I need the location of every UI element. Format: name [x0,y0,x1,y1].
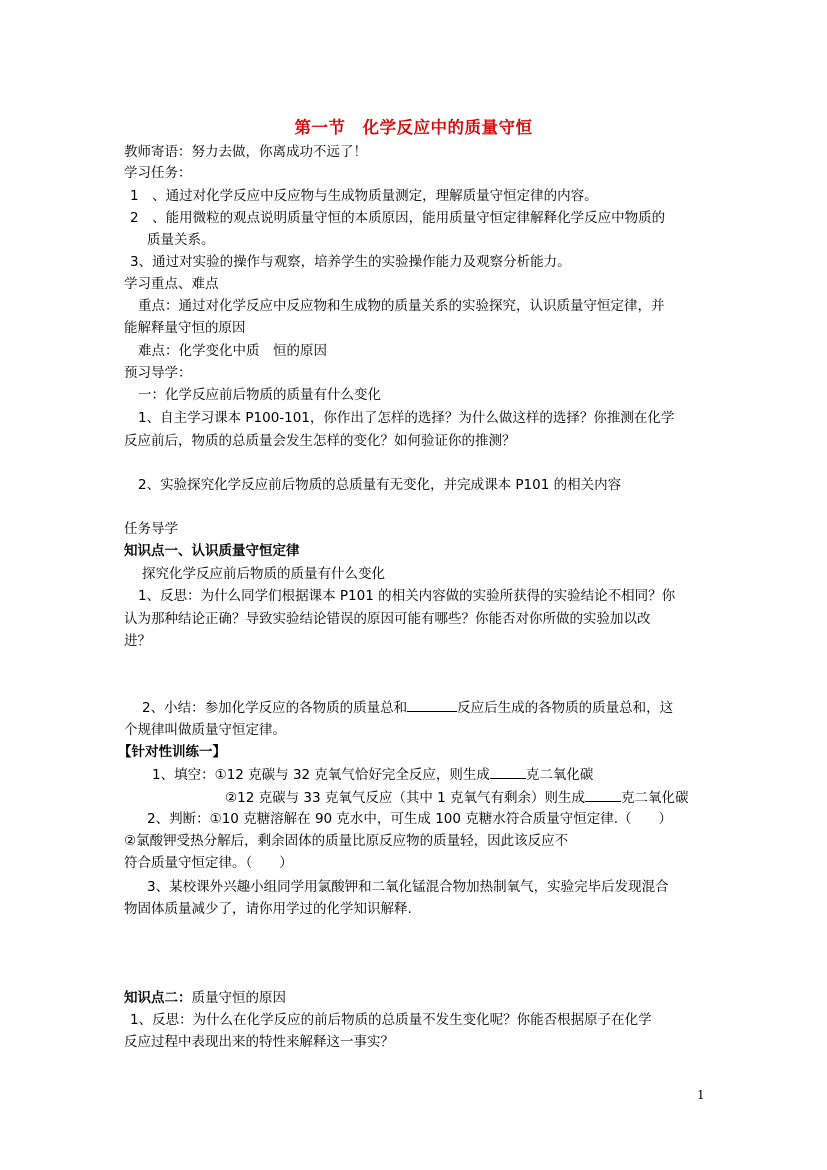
drill-3-line2: 物固体质量减少了，请你用学过的化学知识解释. [124,901,412,917]
drill-2-line1: 2、判断：①10 克糖溶解在 90 克水中，可生成 100 克糖水符合质量守恒定律.（ ） [147,811,673,827]
drill-1a-blank[interactable] [490,764,526,779]
knowledge-point-1-intro: 探究化学反应前后物质的质量有什么变化 [142,566,385,582]
reflection-1-line1: 1、反思：为什么同学们根据课本 P101 的相关内容做的实验所获得的实验结论不相同？你 [138,588,676,604]
knowledge-point-2-title: 质量守恒的原因 [191,990,286,1006]
summary-line2: 个规律叫做质量守恒定律。 [124,722,286,738]
drill-1b-unit: 克二氧化碳 [621,790,689,806]
summary-text-before-blank: 2、小结：参加化学反应的各物质的质量总和 [142,700,408,716]
drill-2-line3: 符合质量守恒定律。（ ） [124,855,293,871]
drill-1-part-a [152,764,593,785]
drill-3-line1: 3、某校课外兴趣小组同学用氯酸钾和二氧化锰混合物加热制氧气，实验完毕后发现混合 [147,879,669,895]
task-heading: 学习任务： [124,165,192,181]
knowledge-point-1-heading: 知识点一、认识质量守恒定律 [124,543,300,559]
preview-item-1-line1: 1、自主学习课本 P100-101，你作出了怎样的选择？为什么做这样的选择？你推测在化学 [138,410,675,426]
difficulty-point: 难点：化学变化中质 恒的原因 [138,343,327,359]
knowledge-point-2-label: 知识点二： [124,990,192,1006]
drill-1a-text: 1、填空：①12 克碳与 32 克氧气恰好完全反应，则生成 [152,767,490,783]
reflection-1-line2: 认为那种结论正确？导致实验结论错误的原因可能有哪些？你能否对你所做的实验加以改 [124,611,651,627]
task-item-2-line2: 质量关系。 [147,232,215,248]
reflection-2-line1: 1、反思：为什么在化学反应的前后物质的总质量不发生变化呢？你能否根据原子在化学 [130,1012,652,1028]
drill-1a-unit: 克二氧化碳 [525,767,594,783]
summary-line1 [142,697,673,718]
focus-point-line1: 重点：通过对化学反应中反应物和生成物的质量关系的实验探究，认识质量守恒定律，并 [138,298,665,314]
reflection-2-line2: 反应过程中表现出来的特性来解释这一事实？ [124,1034,394,1050]
guide-heading: 任务导学 [124,521,178,537]
page-number: 1 [697,1088,705,1102]
summary-text-after-blank: 反应后生成的各物质的质量总和，这 [457,700,674,716]
summary-blank[interactable] [407,697,457,712]
drill-1b-blank[interactable] [585,787,621,802]
knowledge-point-2-heading [124,988,286,1008]
task-item-1: 1 、通过对化学反应中反应物与生成物质量测定，理解质量守恒定律的内容。 [130,188,598,204]
page-title: 第一节 化学反应中的质量守恒 [294,118,533,137]
drill-1b-text: ②12 克碳与 33 克氧气反应（其中 1 克氧气有剩余）则生成 [225,790,586,806]
drill-heading: 【针对性训练一】 [118,744,226,760]
preview-heading: 预习导学： [124,365,192,381]
preview-item-1-line2: 反应前后，物质的总质量会发生怎样的变化？如何验证你的推测？ [124,433,516,449]
task-item-3: 3、通过对实验的操作与观察，培养学生的实验操作能力及观察分析能力。 [130,254,571,270]
drill-2-line2: ②氯酸钾受热分解后，剩余固体的质量比原反应物的质量轻，因此该反应不 [124,833,569,849]
task-item-2-line1: 2 、能用微粒的观点说明质量守恒的本质原因，能用质量守恒定律解释化学反应中物质的 [130,210,666,226]
drill-1-part-b [225,787,689,808]
focus-point-line2: 能解释量守恒的原因 [124,320,246,336]
reflection-1-line3: 进？ [124,633,151,649]
preview-item-2: 2、实验探究化学反应前后物质的总质量有无变化，并完成课本 P101 的相关内容 [138,477,622,493]
preview-question: 一：化学反应前后物质的质量有什么变化 [138,387,381,403]
teacher-motto: 教师寄语：努力去做，你离成功不远了！ [124,144,367,160]
focus-heading: 学习重点、难点 [124,276,219,292]
